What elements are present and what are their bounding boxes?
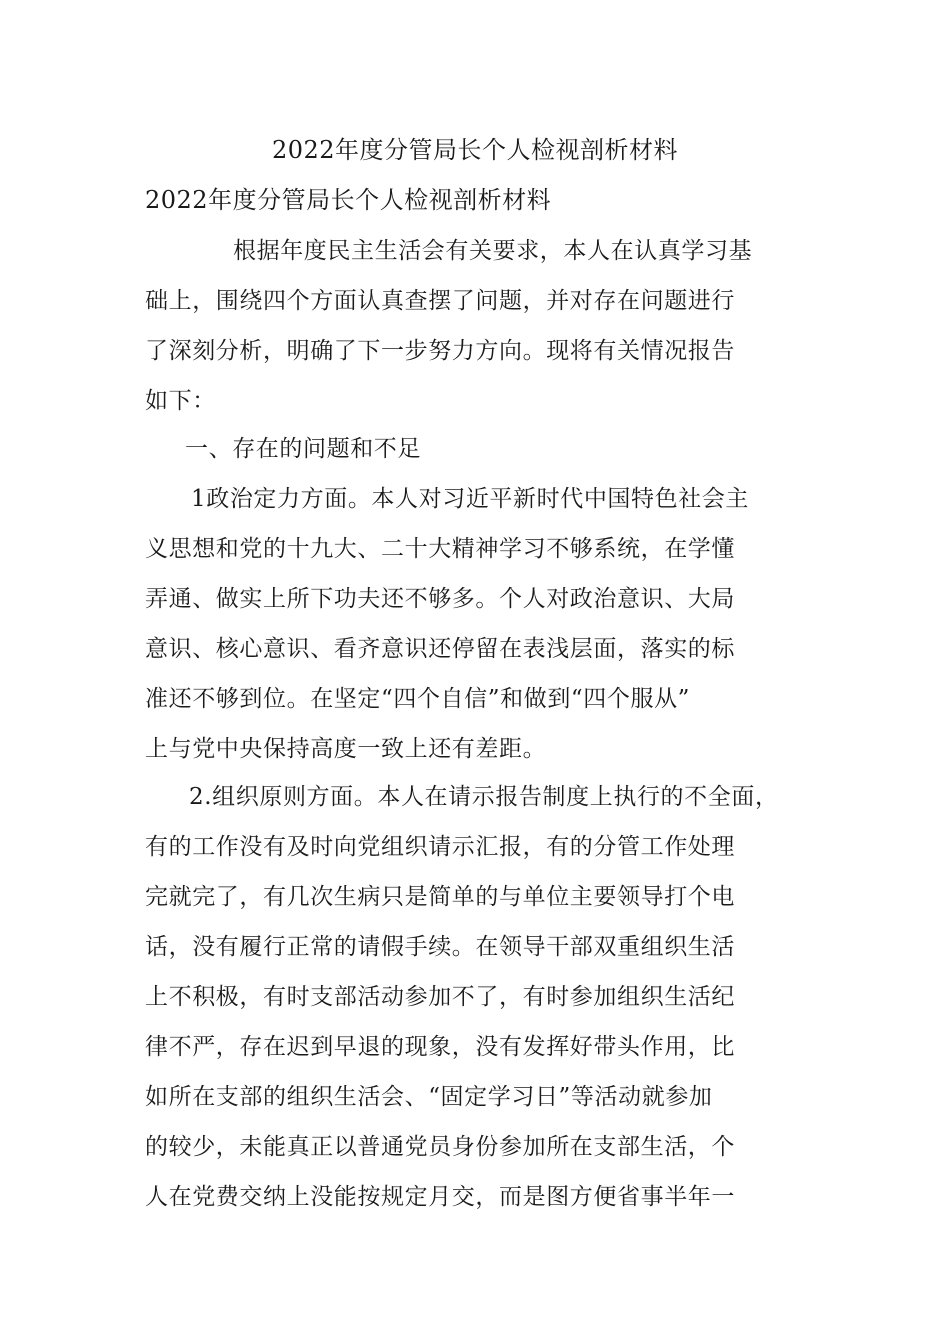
item2-line: 2.组织原则方面。本人在请示报告制度上执行的不全面，: [189, 784, 779, 810]
intro-line: 根据年度民主生活会有关要求，本人在认真学习基: [233, 238, 753, 264]
item2-line: 上不积极，有时支部活动参加不了，有时参加组织生活纪: [145, 984, 735, 1010]
item1-line: 准还不够到位。在坚定“四个自信”和做到“四个服从”: [145, 686, 691, 712]
item1-line: 上与党中央保持高度一致上还有差距。: [145, 736, 547, 762]
item2-line: 的较少，未能真正以普通党员身份参加所在支部生活，个: [145, 1134, 735, 1160]
item2-line: 人在党费交纳上没能按规定月交，而是图方便省事半年一: [145, 1184, 735, 1210]
document-subtitle: 2022年度分管局长个人检视剖析材料: [145, 186, 552, 214]
item2-line: 完就完了，有几次生病只是简单的与单位主要领导打个电: [145, 884, 735, 910]
item2-line: 有的工作没有及时向党组织请示汇报，有的分管工作处理: [145, 834, 735, 860]
item1-line: 弄通、做实上所下功夫还不够多。个人对政治意识、大局: [145, 586, 735, 612]
intro-paragraph: [145, 226, 752, 426]
section-heading-block: [145, 424, 421, 474]
item2-paragraph: [145, 772, 779, 1222]
item2-line: 如所在支部的组织生活会、“固定学习日”等活动就参加: [145, 1084, 713, 1110]
item1-paragraph: [145, 474, 749, 774]
item2-line: 律不严，存在迟到早退的现象，没有发挥好带头作用，比: [145, 1034, 735, 1060]
section-heading: 一、存在的问题和不足: [185, 436, 421, 462]
item1-line: 意识、核心意识、看齐意识还停留在表浅层面，落实的标: [145, 636, 735, 662]
intro-line: 了深刻分析，明确了下一步努力方向。现将有关情况报告: [145, 338, 735, 364]
item1-line: 义思想和党的十九大、二十大精神学习不够系统，在学懂: [145, 536, 735, 562]
intro-line: 础上，围绕四个方面认真查摆了问题，并对存在问题进行: [145, 288, 735, 314]
intro-line: 如下：: [145, 388, 216, 414]
document-title: 2022年度分管局长个人检视剖析材料: [271, 136, 679, 164]
item1-line: 1政治定力方面。本人对习近平新时代中国特色社会主: [191, 486, 750, 512]
item2-line: 话，没有履行正常的请假手续。在领导干部双重组织生活: [145, 934, 735, 960]
